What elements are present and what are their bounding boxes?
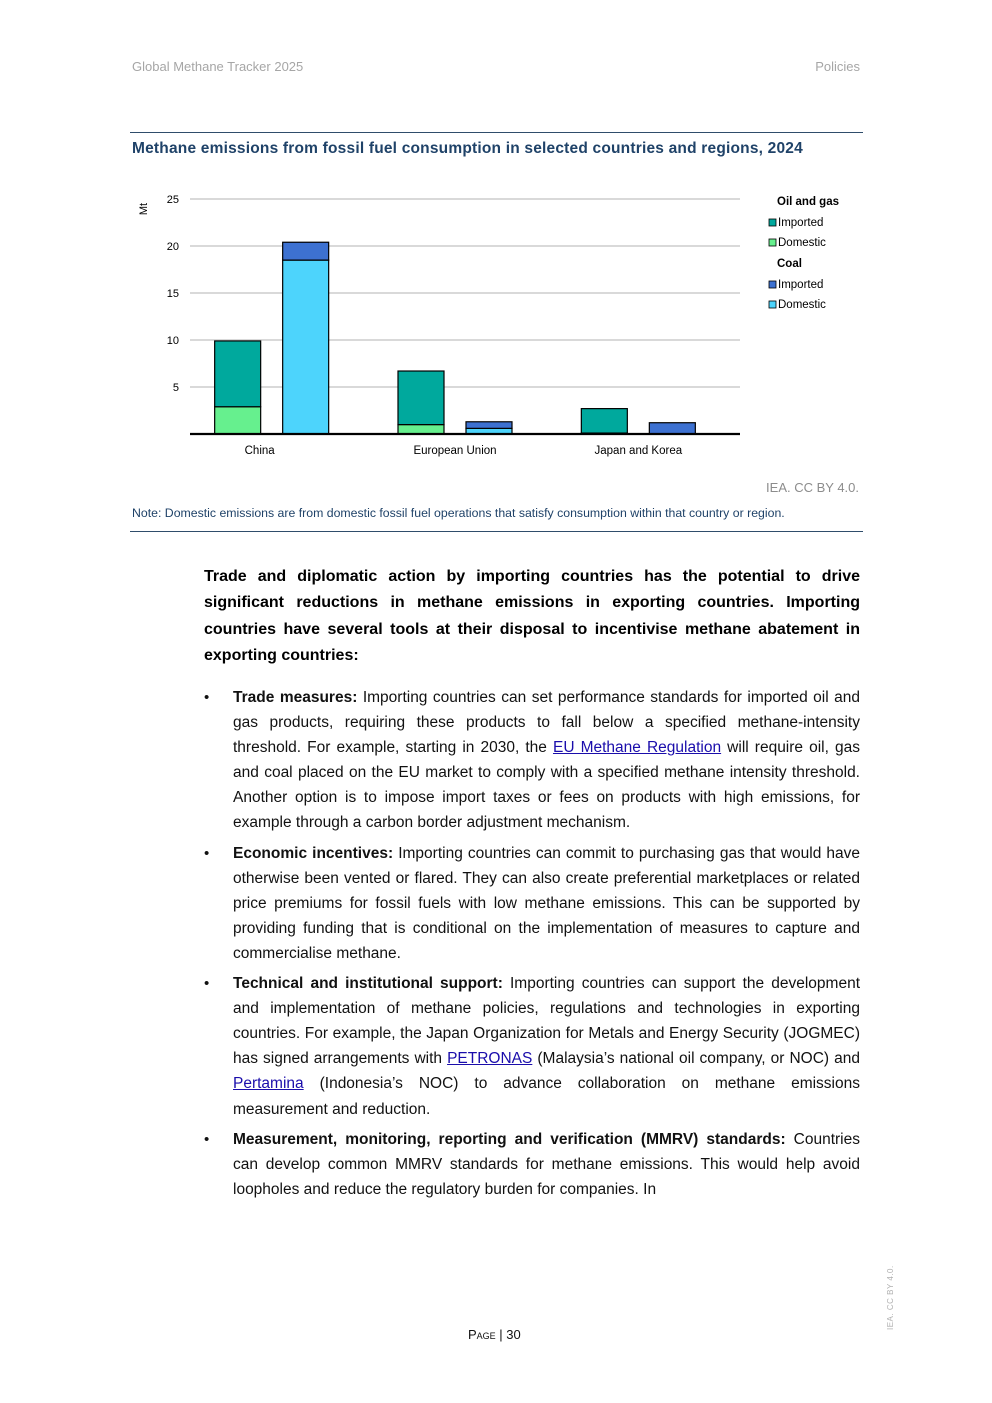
legend-heading: Oil and gas xyxy=(777,196,839,208)
legend-item-label: Domestic xyxy=(778,237,826,249)
page-number: Page | 30 xyxy=(468,1327,521,1342)
link-petronas[interactable]: PETRONAS xyxy=(447,1050,533,1068)
legend-item-label: Domestic xyxy=(778,299,826,311)
bullet-text: (Malaysia’s national oil company, or NOC) and xyxy=(532,1050,860,1068)
legend-swatch xyxy=(769,219,776,226)
legend-swatch xyxy=(769,301,776,308)
x-tick-label: China xyxy=(244,445,275,457)
y-tick-label: 10 xyxy=(166,335,179,347)
bullet-lead: Trade measures: xyxy=(233,689,358,706)
figure-credit: IEA. CC BY 4.0. xyxy=(766,480,859,495)
bullet-text: Importing countries can set performance standards for imported oil and gas products, requiring these products to fall below a specified methane-intensity threshold. For example, starting in 2030, the xyxy=(233,689,860,757)
side-credit: IEA. CC BY 4.0. xyxy=(886,1265,895,1330)
bars xyxy=(215,242,696,434)
bar-coal-imported-japan-and-korea xyxy=(649,423,695,434)
legend-swatch xyxy=(769,239,776,246)
bullet-text: (Indonesia’s NOC) to advance collaboration on methane emissions measurement and reduction. xyxy=(233,1075,860,1118)
link-eu-methane-regulation[interactable]: EU Methane Regulation xyxy=(552,739,722,757)
running-header-title: Global Methane Tracker 2025 xyxy=(132,59,304,74)
bullet-lead: Measurement, monitoring, reporting and verification (MMRV) standards: xyxy=(233,1130,786,1148)
legend xyxy=(769,196,839,311)
intro-paragraph: Trade and diplomatic action by importing countries has the potential to drive significant reductions in methane emissions in exporting countries. Importing countries have several tools at their disposal to incentivise methane abatement in exporting countries: xyxy=(204,568,860,664)
legend-item-label: Imported xyxy=(778,279,824,291)
page-number-value: 30 xyxy=(506,1327,521,1342)
bar-oil-and-gas-imported-china xyxy=(215,341,261,407)
bar-oil-and-gas-domestic-european-union xyxy=(398,425,444,434)
figure-title: Methane emissions from fossil fuel consumption in selected countries and regions, 2024 xyxy=(132,140,803,157)
y-axis-ticks xyxy=(167,194,179,394)
bar-oil-and-gas-imported-japan-and-korea xyxy=(581,409,627,433)
bullet-text: Importing countries can support the development and implementation of methane policies, regulations and technologies in exporting countries. For example, the Japan Organization for Metals and Energy Security (JOGMEC) has signed arrangements with xyxy=(233,975,860,1068)
legend-heading: Coal xyxy=(777,258,802,270)
bullet-text: Countries can develop common MMRV standards for methane emissions. This would help avoid loopholes and reduce the regulatory burden for companies. In xyxy=(233,1130,860,1198)
legend-swatch xyxy=(769,281,776,288)
bar-coal-domestic-china xyxy=(283,260,329,434)
x-axis-labels xyxy=(245,445,683,457)
y-tick-label: 20 xyxy=(166,241,179,253)
x-tick-label: Japan and Korea xyxy=(594,445,683,457)
bullet-item xyxy=(204,1127,860,1202)
link-pertamina[interactable]: Pertamina xyxy=(233,1075,304,1093)
figure-note: Note: Domestic emissions are from domestic fossil fuel operations that satisfy consumption within that country or region. xyxy=(132,506,785,520)
x-tick-label: European Union xyxy=(413,445,497,457)
y-tick-label: 25 xyxy=(166,194,179,206)
bar-coal-imported-european-union xyxy=(466,422,512,429)
bullet-dot-icon: • xyxy=(204,689,210,706)
running-header-section: Policies xyxy=(815,59,860,74)
stacked-bar-chart xyxy=(130,185,865,465)
bullet-lead: Technical and institutional support: xyxy=(233,975,503,993)
y-axis-label: Mt xyxy=(138,202,150,216)
y-tick-label: 15 xyxy=(166,288,179,300)
figure-top-rule xyxy=(130,132,863,133)
bullet-item xyxy=(204,685,860,836)
legend-item-label: Imported xyxy=(778,217,824,229)
bullet-dot-icon: • xyxy=(204,844,210,862)
bar-oil-and-gas-imported-european-union xyxy=(398,371,444,425)
bullet-text: will require oil, gas and coal placed on the EU market to comply with a specified methane intensity threshold. Another option is to impose import taxes or fees on products with high emissions, for example through a carbon border adjustment mechanism. xyxy=(233,739,860,832)
page-label: Page xyxy=(468,1327,496,1342)
bullet-item xyxy=(204,841,860,966)
y-tick-label: 5 xyxy=(172,382,179,394)
figure-bottom-rule xyxy=(130,531,863,532)
bar-oil-and-gas-domestic-china xyxy=(215,407,261,434)
gridlines xyxy=(190,199,740,387)
bullet-item xyxy=(204,971,860,1122)
bullet-lead: Economic incentives: xyxy=(233,844,394,862)
bullet-dot-icon: • xyxy=(204,1130,210,1148)
tools-bullet-list xyxy=(204,685,860,1207)
bullet-dot-icon: • xyxy=(204,975,210,993)
bullet-text: Importing countries can commit to purchasing gas that would have otherwise been vented or flared. They can also create preferential marketplaces or related price premiums for fossil fuels with low methane emissions. This can be supported by providing funding that is conditional on the implementation of measures to capture and commercialise methane. xyxy=(233,844,860,962)
bar-coal-imported-china xyxy=(283,242,329,260)
